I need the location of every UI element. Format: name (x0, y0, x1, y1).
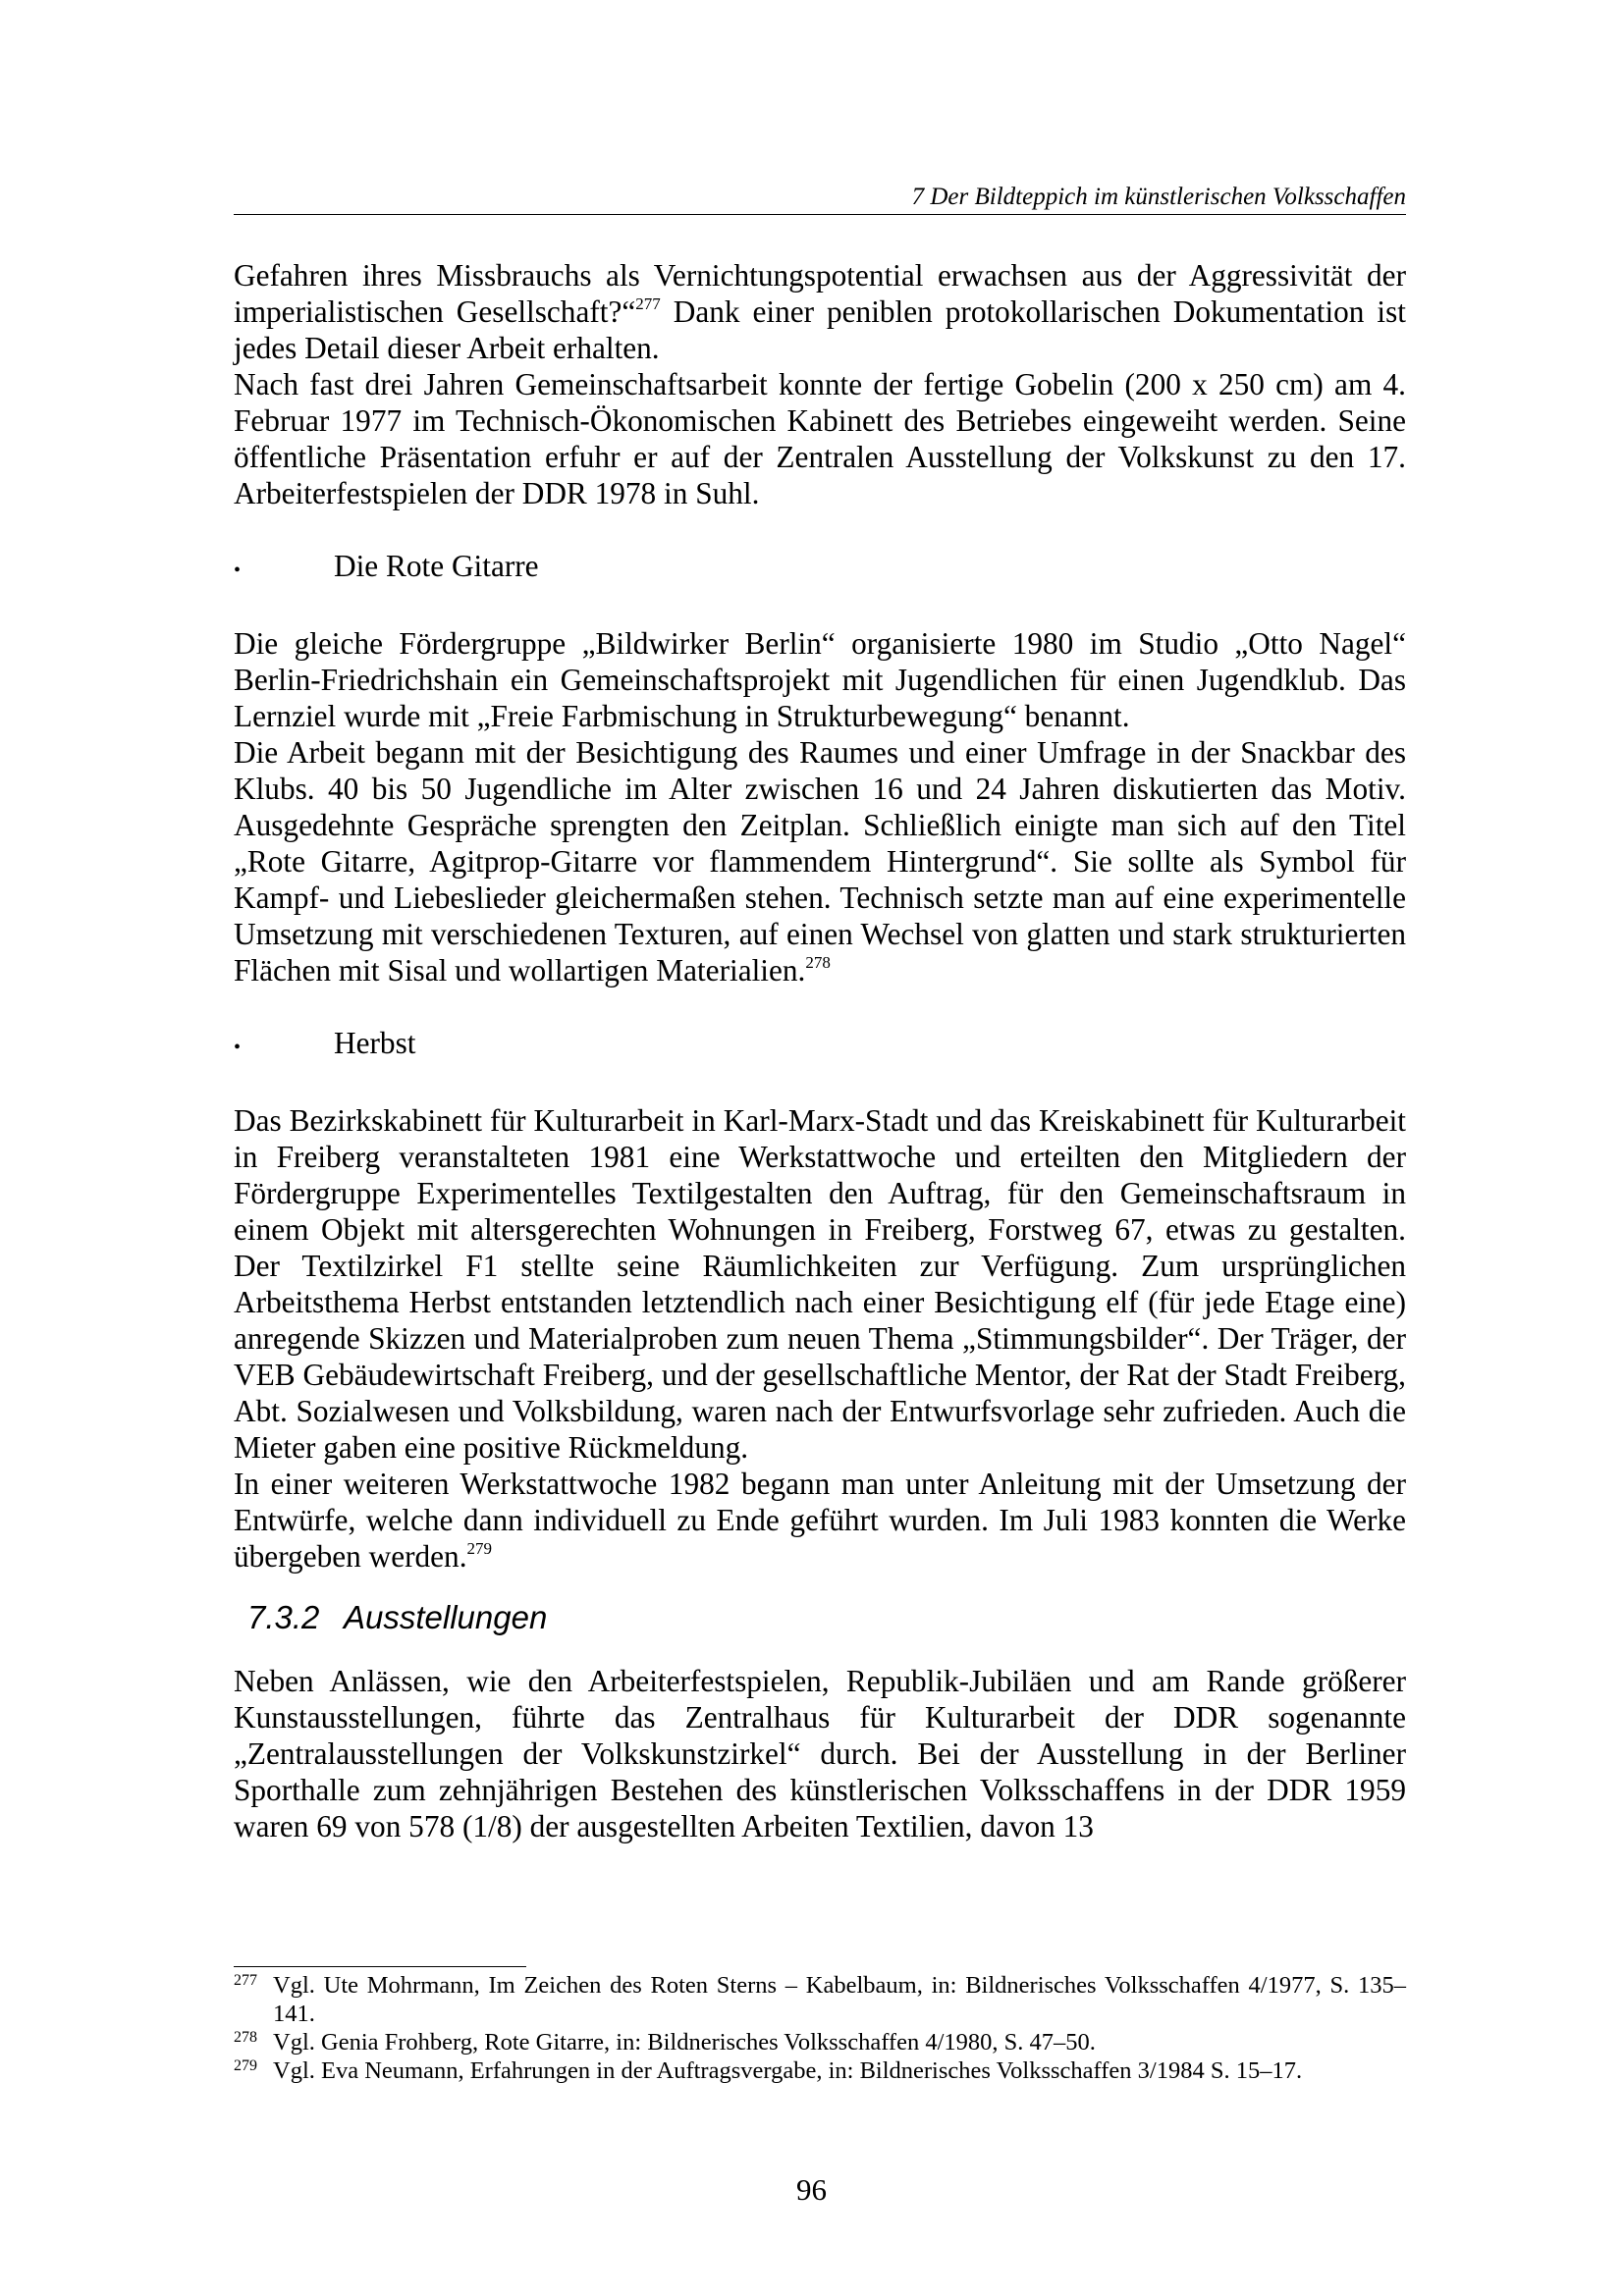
footnote-number: 277 (234, 1972, 257, 1989)
footnote-text: Vgl. Eva Neumann, Erfahrungen in der Auftragsvergabe, in: Bildnerisches Volksschaffen 3/1984 S. 15–17. (273, 2057, 1303, 2084)
footnote-number: 278 (234, 2029, 257, 2046)
page-number: 96 (796, 2172, 827, 2207)
footnote-number: 279 (234, 2057, 257, 2074)
footnote-divider (234, 1966, 526, 1967)
footnote-text: Vgl. Ute Mohrmann, Im Zeichen des Roten Sterns – Kabelbaum, in: Bildnerisches Volksschaffen 4/1977, S. 135–141. (273, 1972, 1406, 2027)
bullet-label: Herbst (334, 1026, 416, 1060)
paragraph-5: Das Bezirkskabinett für Kulturarbeit in Karl-Marx-Stadt und das Kreiskabinett für Kulturarbeit in Freiberg veranstalteten 1981 eine Werkstattwoche und erteilten den Mitgliedern der Fördergruppe Experimentelles Textilgestalten den Auftrag, für den Gemeinschaftsraum in einem Objekt mit altersgerechten Wohnungen in Freiberg, Forstweg 67, etwas zu gestalten. Der Textilzirkel F1 stellte seine Räumlichkeiten zur Verfügung. Zum ursprünglichen Arbeitsthema Herbst entstanden letztendlich nach einer Besichtigung elf (für jede Etage eine) anregende Skizzen und Materialproben zum neuen Thema „Stimmungsbilder“. Der Träger, der VEB Gebäudewirtschaft Freiberg, und der gesellschaftliche Mentor, der Rat der Stadt Freiberg, Abt. Sozialwesen und Volksbildung, waren nach der Entwurfsvorlage sehr zufrieden. Auch die Mieter gaben eine positive Rückmeldung. (234, 1103, 1406, 1465)
paragraph-1 (234, 257, 1406, 366)
main-text (234, 257, 1406, 1844)
footnote-279 (234, 2056, 1406, 2085)
paragraph-6-text: In einer weiteren Werkstattwoche 1982 begann man unter Anleitung mit der Umsetzung der Entwürfe, welche dann individuell zu Ende geführt wurden. Im Juli 1983 konnten die Werke übergeben werden. (234, 1467, 1406, 1574)
spacer (234, 589, 1406, 625)
bullet-item-herbst (234, 1025, 1406, 1066)
footnote-ref-277[interactable]: 277 (635, 294, 661, 313)
spacer (234, 1066, 1406, 1102)
footnote-ref-279[interactable]: 279 (466, 1539, 493, 1558)
running-header (234, 183, 1406, 215)
paragraph-6 (234, 1466, 1406, 1575)
footnotes (234, 1971, 1406, 2085)
spacer (234, 988, 1406, 1025)
section-number: 7.3.2 (247, 1599, 320, 1635)
footnote-ref-278[interactable]: 278 (805, 953, 831, 972)
footnote-text: Vgl. Genia Frohberg, Rote Gitarre, in: Bildnerisches Volksschaffen 4/1980, S. 47–50. (273, 2029, 1096, 2056)
paragraph-7: Neben Anlässen, wie den Arbeiterfestspielen, Republik-Jubiläen und am Rande größerer Kunstausstellungen, führte das Zentralhaus für Kulturarbeit der DDR sogenannte „Zentralausstellungen der Volkskunstzirkel“ durch. Bei der Ausstellung in der Berliner Sporthalle zum zehnjährigen Bestehen des künstlerischen Volksschaffens in der DDR 1959 waren 69 von 578 (1/8) der ausgestellten Arbeiten Textilien, davon 13 (234, 1664, 1406, 1843)
paragraph-2: Nach fast drei Jahren Gemeinschaftsarbeit konnte der fertige Gobelin (200 x 250 cm) am 4. Februar 1977 im Technisch-Ökonomischen Kabinett des Betriebes eingeweiht werden. Seine öffentliche Präsentation erfuhr er auf der Zentralen Ausstellung der Volkskunst zu den 17. Arbeiterfestspielen der DDR 1978 in Suhl. (234, 367, 1406, 510)
running-title: 7 Der Bildteppich im künstlerischen Volksschaffen (911, 184, 1406, 210)
footnote-277 (234, 1971, 1406, 2028)
spacer (234, 511, 1406, 548)
paragraph-1-text-a: Gefahren ihres Missbrauchs als Vernichtungspotential erwachsen aus der Aggressivität der imperialistischen Gesellschaft?“ (234, 258, 1406, 329)
paragraph-3: Die gleiche Fördergruppe „Bildwirker Berlin“ organisierte 1980 im Studio „Otto Nagel“ Berlin-Friedrichshain ein Gemeinschaftsprojekt mit Jugendlichen für einen Jugendklub. Das Lernziel wurde mit „Freie Farbmischung in Strukturbewegung“ benannt. (234, 626, 1406, 733)
bullet-icon: • (234, 560, 242, 581)
section-title: Ausstellungen (344, 1599, 548, 1635)
footnote-278 (234, 2028, 1406, 2056)
bullet-icon: • (234, 1037, 242, 1058)
paragraph-4 (234, 734, 1406, 988)
paragraph-1-text-b: Dank einer peniblen protokollarischen Dokumentation ist jedes Detail dieser Arbeit erhalten. (234, 294, 1407, 365)
bullet-label: Die Rote Gitarre (334, 549, 539, 583)
paragraph-4-text: Die Arbeit begann mit der Besichtigung des Raumes und einer Umfrage in der Snackbar des Klubs. 40 bis 50 Jugendliche im Alter zwischen 16 und 24 Jahren diskutierten das Motiv. Ausgedehnte Gespräche sprengten den Zeitplan. Schließlich einigte man sich auf den Titel „Rote Gitarre, Agitprop-Gitarre vor flammendem Hintergrund“. Sie sollte als Symbol für Kampf- und Liebeslieder gleichermaßen stehen. Technisch setzte man auf eine experimentelle Umsetzung mit verschiedenen Texturen, auf einen Wechsel von glatten und stark strukturierten Flächen mit Sisal und wollartigen Materialien. (234, 735, 1406, 988)
bullet-item-rote-gitarre (234, 548, 1406, 589)
section-heading (247, 1598, 1406, 1637)
